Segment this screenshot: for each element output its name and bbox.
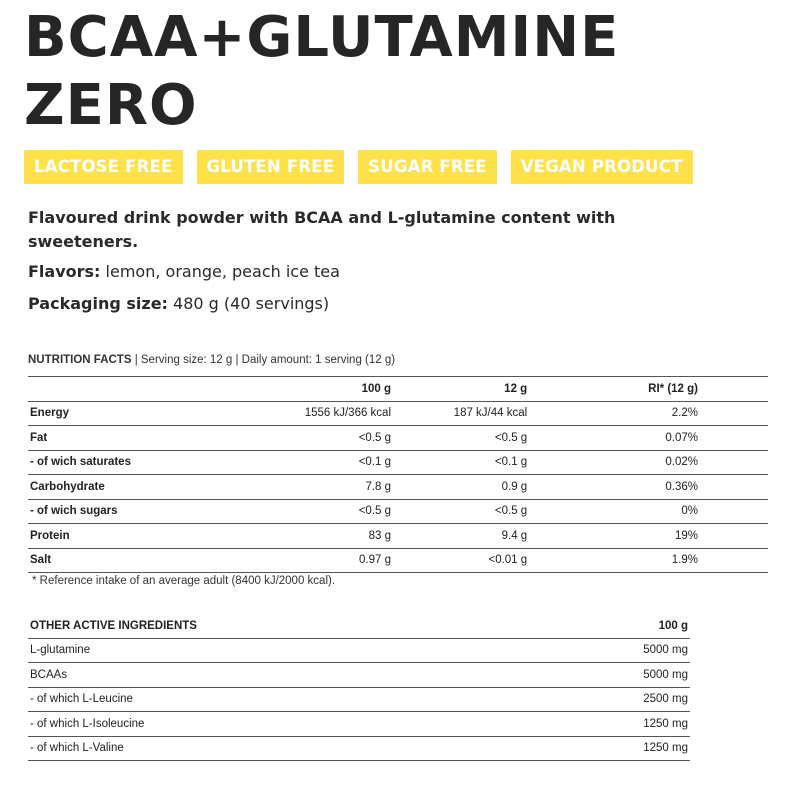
- value-ri: 0.36%: [529, 475, 768, 500]
- value-100g: 1556 kJ/366 kcal: [265, 401, 393, 426]
- nutrient-name: Carbohydrate: [28, 475, 265, 500]
- nutrition-heading: [28, 354, 395, 366]
- product-title: [24, 4, 619, 140]
- table-row: [28, 736, 690, 761]
- table-row: [28, 475, 768, 500]
- table-row: [28, 687, 690, 712]
- badge-gluten-free: GLUTEN FREE: [197, 150, 345, 184]
- value-100g: <0.1 g: [265, 450, 393, 475]
- table-row: [28, 638, 690, 663]
- value-ri: 2.2%: [529, 401, 768, 426]
- feature-badges: [24, 150, 693, 184]
- table-row: [28, 450, 768, 475]
- nutrition-table: [28, 376, 768, 573]
- table-row: [28, 524, 768, 549]
- reference-footnote: * Reference intake of an average adult (8400 kJ/2000 kcal).: [32, 575, 336, 587]
- ingredient-name: BCAAs: [28, 663, 543, 688]
- value-ri: 1.9%: [529, 548, 768, 573]
- table-row: [28, 499, 768, 524]
- value-ri: 0.07%: [529, 426, 768, 451]
- other-ingredients-table: [28, 614, 690, 761]
- value-12g: <0.1 g: [393, 450, 529, 475]
- nutrient-name: Energy: [28, 401, 265, 426]
- value-100g: 7.8 g: [265, 475, 393, 500]
- table-row: [28, 712, 690, 737]
- ingredient-name: L-glutamine: [28, 638, 543, 663]
- value-100g: 0.97 g: [265, 548, 393, 573]
- value-100g: <0.5 g: [265, 426, 393, 451]
- ingredient-name: - of which L-Valine: [28, 736, 543, 761]
- nutrition-title: NUTRITION FACTS: [28, 354, 132, 366]
- title-line-2: ZERO: [24, 73, 198, 138]
- nutrient-name: - of wich saturates: [28, 450, 265, 475]
- flavors-value: lemon, orange, peach ice tea: [105, 262, 340, 281]
- nutrition-col-12g: 12 g: [393, 377, 529, 402]
- nutrition-col-100g: 100 g: [265, 377, 393, 402]
- value-12g: 0.9 g: [393, 475, 529, 500]
- ingredient-amount: 1250 mg: [543, 736, 690, 761]
- ingredient-amount: 2500 mg: [543, 687, 690, 712]
- table-row: [28, 401, 768, 426]
- table-row: [28, 548, 768, 573]
- value-100g: <0.5 g: [265, 499, 393, 524]
- badge-vegan-product: VEGAN PRODUCT: [511, 150, 693, 184]
- table-row: [28, 426, 768, 451]
- nutrient-name: Fat: [28, 426, 265, 451]
- nutrition-header-row: [28, 377, 768, 402]
- packaging-value: 480 g (40 servings): [173, 294, 330, 313]
- other-col-100g: 100 g: [543, 614, 690, 638]
- value-12g: <0.5 g: [393, 499, 529, 524]
- packaging-label: Packaging size:: [28, 294, 168, 313]
- nutrient-name: Salt: [28, 548, 265, 573]
- ingredient-amount: 5000 mg: [543, 638, 690, 663]
- value-12g: 9.4 g: [393, 524, 529, 549]
- nutrition-serving-info: | Serving size: 12 g | Daily amount: 1 serving (12 g): [134, 354, 396, 366]
- other-header-row: [28, 614, 690, 638]
- flavors-line: [28, 260, 340, 284]
- flavors-label: Flavors:: [28, 262, 101, 281]
- table-row: [28, 663, 690, 688]
- packaging-line: [28, 292, 329, 316]
- value-ri: 0.02%: [529, 450, 768, 475]
- title-line-1: BCAA+GLUTAMINE: [24, 5, 620, 70]
- value-ri: 0%: [529, 499, 768, 524]
- value-100g: 83 g: [265, 524, 393, 549]
- nutrition-col-label: [28, 377, 265, 402]
- value-12g: <0.01 g: [393, 548, 529, 573]
- value-12g: <0.5 g: [393, 426, 529, 451]
- nutrition-col-ri: RI* (12 g): [529, 377, 768, 402]
- ingredient-name: - of which L-Isoleucine: [28, 712, 543, 737]
- other-heading: OTHER ACTIVE INGREDIENTS: [28, 614, 543, 638]
- badge-sugar-free: SUGAR FREE: [358, 150, 497, 184]
- value-ri: 19%: [529, 524, 768, 549]
- ingredient-name: - of which L-Leucine: [28, 687, 543, 712]
- product-description: Flavoured drink powder with BCAA and L-glutamine content with sweeteners.: [28, 208, 616, 251]
- nutrient-name: - of wich sugars: [28, 499, 265, 524]
- badge-lactose-free: LACTOSE FREE: [24, 150, 183, 184]
- nutrient-name: Protein: [28, 524, 265, 549]
- ingredient-amount: 1250 mg: [543, 712, 690, 737]
- value-12g: 187 kJ/44 kcal: [393, 401, 529, 426]
- ingredient-amount: 5000 mg: [543, 663, 690, 688]
